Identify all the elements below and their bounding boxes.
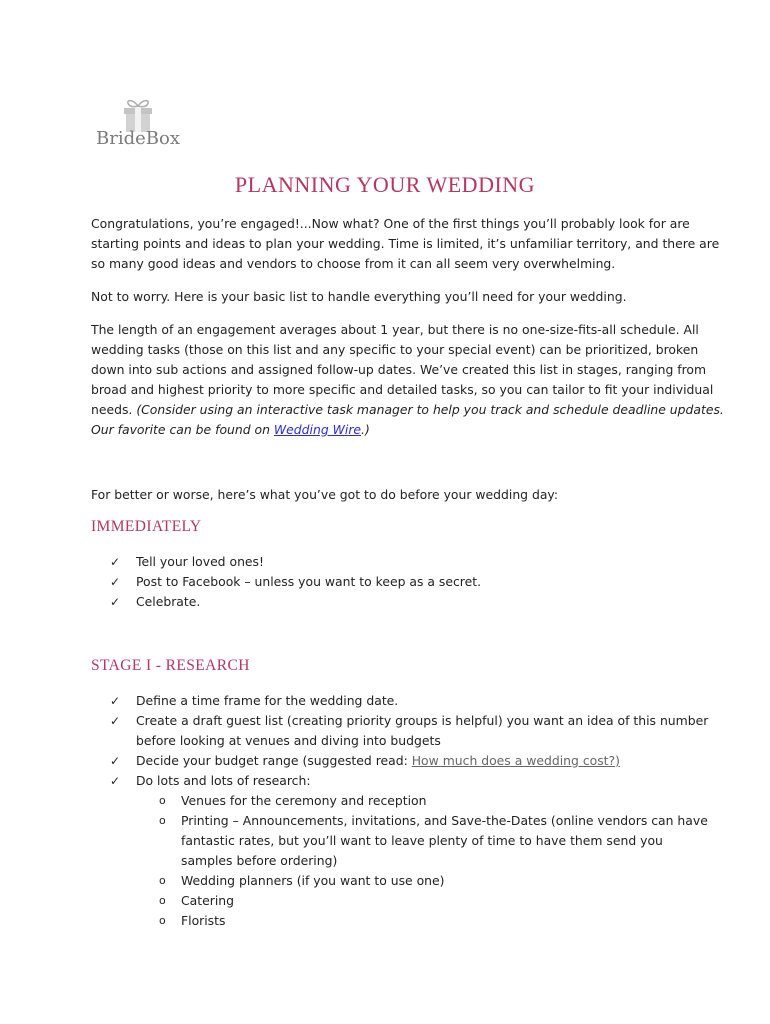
logo-text: BrideBox [96,128,180,149]
item-text: fantastic rates, but you’ll want to leave plenty of time to have them send you [181,833,663,848]
item-text: Wedding planners (if you want to use one) [181,873,445,888]
immediately-heading: IMMEDIATELY [91,518,202,535]
list-item-continuation [110,731,708,751]
list-item [110,592,481,612]
circle-bullet-icon: o [159,814,166,827]
item-text: Florists [181,913,226,928]
worry-line: Not to worry. Here is your basic list to handle everything you’ll need for your wedding. [91,289,627,304]
not-to-worry-paragraph [91,287,680,307]
item-text: Catering [181,893,234,908]
length-line: down into sub actions and assigned follow-up dates. We’ve created this list in stages, ranging from [91,362,707,377]
item-text: Venues for the ceremony and reception [181,793,427,808]
checkmark-icon: ✓ [110,555,121,569]
closing-paren: .) [361,422,370,437]
needs-text: needs. [91,402,137,417]
sub-list-item [157,811,708,831]
item-text: Celebrate. [136,594,201,609]
list-item [110,771,708,791]
stage1-heading: STAGE I - RESEARCH [91,657,250,674]
length-line [91,400,724,420]
wedding-cost-link[interactable]: How much does a wedding cost?) [411,753,620,768]
engagement-length-paragraph [91,320,724,440]
length-line [91,420,680,440]
sub-list-item-continuation [157,831,708,851]
length-line: broad and highest priority to more specific and detailed tasks, so you can tailor to fit your individual [91,382,714,397]
research-sublist [157,791,708,931]
bridebox-logo [96,98,186,154]
favorite-text: Our favorite can be found on [91,422,274,437]
intro-line: so many good ideas and vendors to choose from it can all seem very overwhelming. [91,256,616,271]
sub-list-item [157,911,708,931]
item-text: Printing – Announcements, invitations, and Save-the-Dates (online vendors can have [181,813,708,828]
intro-line: Congratulations, you’re engaged!...Now what? One of the first things you’ll probably look for are [91,216,690,231]
item-text: Tell your loved ones! [136,554,264,569]
list-item [110,711,708,731]
checkmark-icon: ✓ [110,595,121,609]
intro-line: starting points and ideas to plan your wedding. Time is limited, it’s unfamiliar territory, and there are [91,236,720,251]
task-manager-note: (Consider using an interactive task manager to help you track and schedule deadline updates. [136,402,724,417]
sub-list-item [157,791,708,811]
wedding-wire-link[interactable]: Wedding Wire [273,422,362,437]
circle-bullet-icon: o [159,874,166,887]
circle-bullet-icon: o [159,894,166,907]
list-item [110,552,481,572]
checkmark-icon: ✓ [110,754,121,768]
item-text: Do lots and lots of research: [136,773,311,788]
list-item [110,751,708,771]
immediately-list [110,552,481,612]
sub-list-item [157,891,708,911]
item-text: Post to Facebook – unless you want to keep as a secret. [136,574,482,589]
circle-bullet-icon: o [159,914,166,927]
item-text: Create a draft guest list (creating priority groups is helpful) you want an idea of this number [136,713,709,728]
stage1-list [110,691,708,791]
checkmark-icon: ✓ [110,575,121,589]
intro-paragraph [91,214,720,274]
list-item [110,691,708,711]
length-line: The length of an engagement averages about 1 year, but there is no one-size-fits-all schedule. All [91,322,699,337]
sub-list-item-continuation [157,851,708,871]
item-text: Define a time frame for the wedding date. [136,693,399,708]
checkmark-icon: ✓ [110,774,121,788]
item-text: before looking at venues and diving into budgets [136,733,441,748]
checkmark-icon: ✓ [110,714,121,728]
better-worse-paragraph [91,485,680,505]
circle-bullet-icon: o [159,794,166,807]
page-title: PLANNING YOUR WEDDING [234,172,536,197]
better-worse-line: For better or worse, here’s what you’ve got to do before your wedding day: [91,487,559,502]
checkmark-icon: ✓ [110,694,121,708]
sub-list-item [157,871,708,891]
length-line: wedding tasks (those on this list and any specific to your special event) can be prioritized, broken [91,342,699,357]
list-item [110,572,481,592]
item-text: Decide your budget range (suggested read: [136,753,412,768]
item-text: samples before ordering) [181,853,338,868]
